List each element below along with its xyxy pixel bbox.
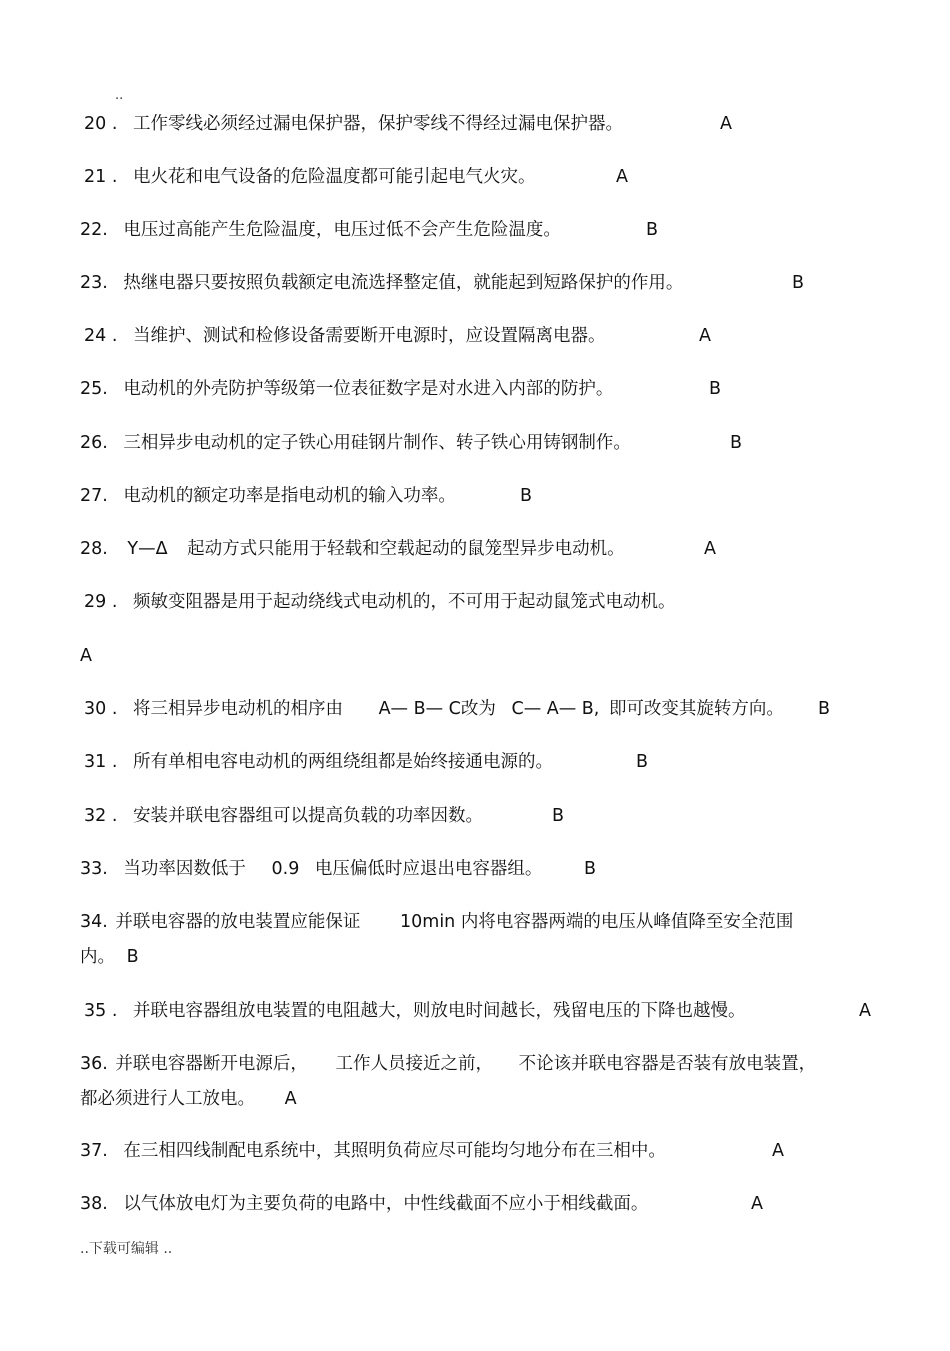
question-text-part-3: C— A— B,	[511, 699, 600, 719]
question-37	[80, 1140, 666, 1162]
question-text: 工作零线必须经过漏电保护器，保护零线不得经过漏电保护器。	[132, 114, 623, 134]
question-text: 当维护、测试和检修设备需要断开电源时，应设置隔离电器。	[132, 326, 606, 346]
question-text-part-3: 电压偏低时应退出电容器组。	[314, 859, 543, 879]
question-28	[80, 538, 625, 560]
question-number: 26.	[80, 433, 108, 453]
answer-36: A	[284, 1089, 297, 1109]
question-text: 电火花和电气设备的危险温度都可能引起电气火灾。	[132, 167, 536, 187]
question-31	[84, 751, 553, 773]
question-number: 28.	[80, 539, 108, 559]
answer-34: B	[126, 947, 139, 967]
header-dots: ..	[115, 88, 124, 103]
answer-20: A	[720, 114, 732, 134]
question-number: 30 .	[84, 699, 118, 719]
answer-33: B	[584, 859, 597, 879]
answer-26: B	[730, 433, 743, 453]
answer-23: B	[792, 273, 805, 293]
question-number: 25.	[80, 379, 108, 399]
answer-24: A	[699, 326, 711, 346]
question-29	[84, 591, 675, 613]
question-text: 热继电器只要按照负载额定电流选择整定值，就能起到短路保护的作用。	[123, 273, 684, 293]
question-text-part-2: 起动方式只能用于轻载和空载起动的鼠笼型异步电动机。	[187, 539, 625, 559]
question-21	[84, 166, 535, 188]
question-20	[84, 113, 623, 135]
answer-22: B	[646, 220, 659, 240]
question-text-part-4: 即可改变其旋转方向。	[608, 699, 784, 719]
question-text: 在三相四线制配电系统中，其照明负荷应尽可能均匀地分布在三相中。	[123, 1141, 666, 1161]
question-text: 以气体放电灯为主要负荷的电路中，中性线截面不应小于相线截面。	[123, 1194, 649, 1214]
question-34-continued	[80, 946, 139, 968]
question-number: 31 .	[84, 752, 118, 772]
question-number: 38.	[80, 1194, 108, 1214]
answer-31: B	[636, 752, 649, 772]
answer-32: B	[552, 806, 565, 826]
footer-note: ..下载可编辑 ..	[80, 1241, 173, 1257]
question-text-part-1: 将三相异步电动机的相序由	[132, 699, 343, 719]
question-30	[84, 698, 784, 720]
question-text: 电动机的外壳防护等级第一位表征数字是对水进入内部的防护。	[123, 379, 614, 399]
answer-30: B	[818, 699, 831, 719]
question-text: 安装并联电容器组可以提高负载的功率因数。	[132, 806, 483, 826]
question-number: 23.	[80, 273, 108, 293]
question-number: 32 .	[84, 806, 118, 826]
question-number: 20 .	[84, 114, 118, 134]
question-32	[84, 805, 483, 827]
question-number: 21 .	[84, 167, 118, 187]
question-26	[80, 432, 631, 454]
answer-28: A	[704, 539, 716, 559]
question-text-part-2: 工作人员接近之前，	[335, 1054, 493, 1074]
question-number: 24 .	[84, 326, 118, 346]
question-number: 34.	[80, 912, 108, 932]
question-text-part-1: 当功率因数低于	[123, 859, 246, 879]
question-number: 35 .	[84, 1001, 118, 1021]
answer-38: A	[751, 1194, 763, 1214]
question-25	[80, 378, 613, 400]
answer-25: B	[709, 379, 722, 399]
answer-27: B	[520, 486, 533, 506]
question-38	[80, 1193, 648, 1215]
question-35	[84, 1000, 745, 1022]
question-number: 22.	[80, 220, 108, 240]
question-text-part-3: 不论该并联电容器是否装有放电装置，	[518, 1054, 817, 1074]
question-text-part-2: 10min 内将电容器两端的电压从峰值降至安全范围	[400, 912, 794, 932]
question-33	[80, 858, 542, 880]
question-24	[84, 325, 605, 347]
answer-29: A	[80, 646, 92, 666]
question-number: 27.	[80, 486, 108, 506]
question-text: 三相异步电动机的定子铁心用硅钢片制作、转子铁心用铸钢制作。	[123, 433, 631, 453]
question-number: 29 .	[84, 592, 118, 612]
question-36-continued	[80, 1088, 297, 1110]
question-text-part-3: 内。	[80, 947, 115, 967]
question-text-part-1: Y—Δ	[127, 539, 168, 559]
question-text-part-1: 并联电容器断开电源后，	[115, 1054, 308, 1074]
question-number: 36.	[80, 1054, 108, 1074]
question-text: 并联电容器组放电装置的电阻越大，则放电时间越长，残留电压的下降也越慢。	[132, 1001, 746, 1021]
question-text-part-4: 都必须进行人工放电。	[80, 1089, 255, 1109]
question-number: 37.	[80, 1141, 108, 1161]
answer-21: A	[616, 167, 628, 187]
question-text-part-2: 0.9	[271, 859, 300, 879]
question-text: 电压过高能产生危险温度，电压过低不会产生危险温度。	[123, 220, 561, 240]
question-text: 频敏变阻器是用于起动绕线式电动机的，不可用于起动鼠笼式电动机。	[132, 592, 676, 612]
question-27	[80, 485, 456, 507]
question-text: 所有单相电容电动机的两组绕组都是始终接通电源的。	[132, 752, 553, 772]
question-text-part-1: 并联电容器的放电装置应能保证	[115, 912, 361, 932]
question-23	[80, 272, 683, 294]
answer-37: A	[772, 1141, 784, 1161]
answer-35: A	[859, 1001, 871, 1021]
question-text: 电动机的额定功率是指电动机的输入功率。	[123, 486, 456, 506]
question-34	[80, 911, 793, 933]
question-number: 33.	[80, 859, 108, 879]
question-text-part-2: A— B— C改为	[378, 699, 496, 719]
question-22	[80, 219, 561, 241]
question-36	[80, 1053, 816, 1075]
